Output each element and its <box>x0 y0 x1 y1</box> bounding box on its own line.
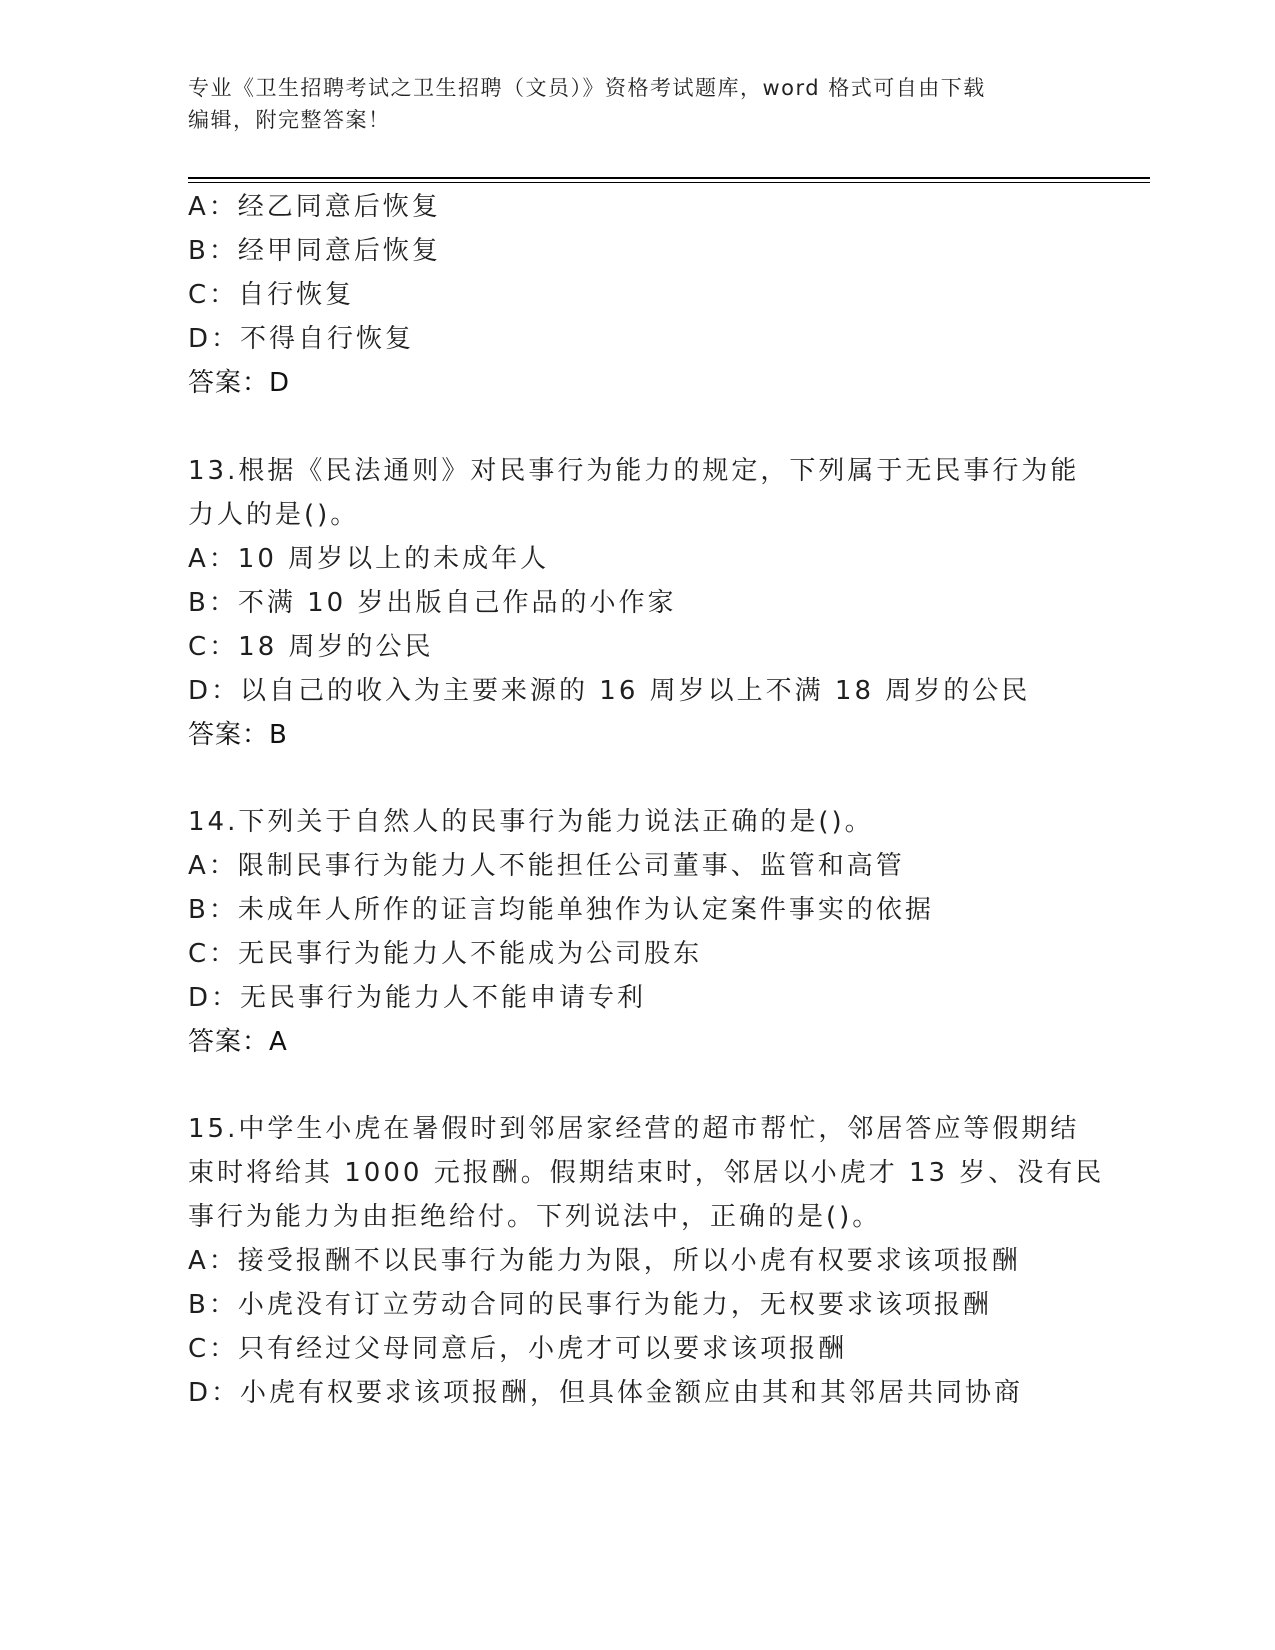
q13-option-c: C：18 周岁的公民 <box>188 632 434 662</box>
q14-answer: 答案：A <box>188 1027 288 1057</box>
q14-option-b: B：未成年人所作的证言均能单独作为认定案件事实的依据 <box>188 895 934 925</box>
q14-option-a: A：限制民事行为能力人不能担任公司董事、监管和高管 <box>188 851 905 881</box>
q15-option-b: B：小虎没有订立劳动合同的民事行为能力，无权要求该项报酬 <box>188 1290 992 1320</box>
prev-option-d: D：不得自行恢复 <box>188 324 415 354</box>
q15-option-a: A：接受报酬不以民事行为能力为限，所以小虎有权要求该项报酬 <box>188 1246 1021 1276</box>
header-rule-thick <box>188 177 1150 179</box>
q15-option-d: D：小虎有权要求该项报酬，但具体金额应由其和其邻居共同协商 <box>188 1378 1024 1408</box>
prev-option-c: C：自行恢复 <box>188 280 355 310</box>
q13-option-d: D：以自己的收入为主要来源的 16 周岁以上不满 18 周岁的公民 <box>188 676 1031 706</box>
q15-stem-line-3: 事行为能力为由拒绝给付。下列说法中，正确的是()。 <box>188 1202 882 1232</box>
q13-answer: 答案：B <box>188 720 288 750</box>
q13-option-b: B：不满 10 岁出版自己作品的小作家 <box>188 588 677 618</box>
q13-option-a: A：10 周岁以上的未成年人 <box>188 544 550 574</box>
q13-stem-line-2: 力人的是()。 <box>188 500 360 530</box>
document-header <box>188 72 1088 136</box>
q15-option-c: C：只有经过父母同意后，小虎才可以要求该项报酬 <box>188 1334 848 1364</box>
q15-stem-line-1: 15.中学生小虎在暑假时到邻居家经营的超市帮忙，邻居答应等假期结 <box>188 1114 1080 1144</box>
q15-stem-line-2: 束时将给其 1000 元报酬。假期结束时，邻居以小虎才 13 岁、没有民 <box>188 1158 1105 1188</box>
prev-answer: 答案：D <box>188 368 291 398</box>
prev-option-b: B：经甲同意后恢复 <box>188 236 441 266</box>
header-rule-thin <box>188 182 1150 183</box>
q14-stem-line-1: 14.下列关于自然人的民事行为能力说法正确的是()。 <box>188 807 874 837</box>
header-line-1: 专业《卫生招聘考试之卫生招聘（文员）》资格考试题库，word 格式可自由下载 <box>188 76 986 100</box>
q14-option-c: C：无民事行为能力人不能成为公司股东 <box>188 939 703 969</box>
prev-option-a: A：经乙同意后恢复 <box>188 192 441 222</box>
q14-option-d: D：无民事行为能力人不能申请专利 <box>188 983 647 1013</box>
q13-stem-line-1: 13.根据《民法通则》对民事行为能力的规定，下列属于无民事行为能 <box>188 456 1080 486</box>
header-line-2: 编辑，附完整答案！ <box>188 108 391 132</box>
